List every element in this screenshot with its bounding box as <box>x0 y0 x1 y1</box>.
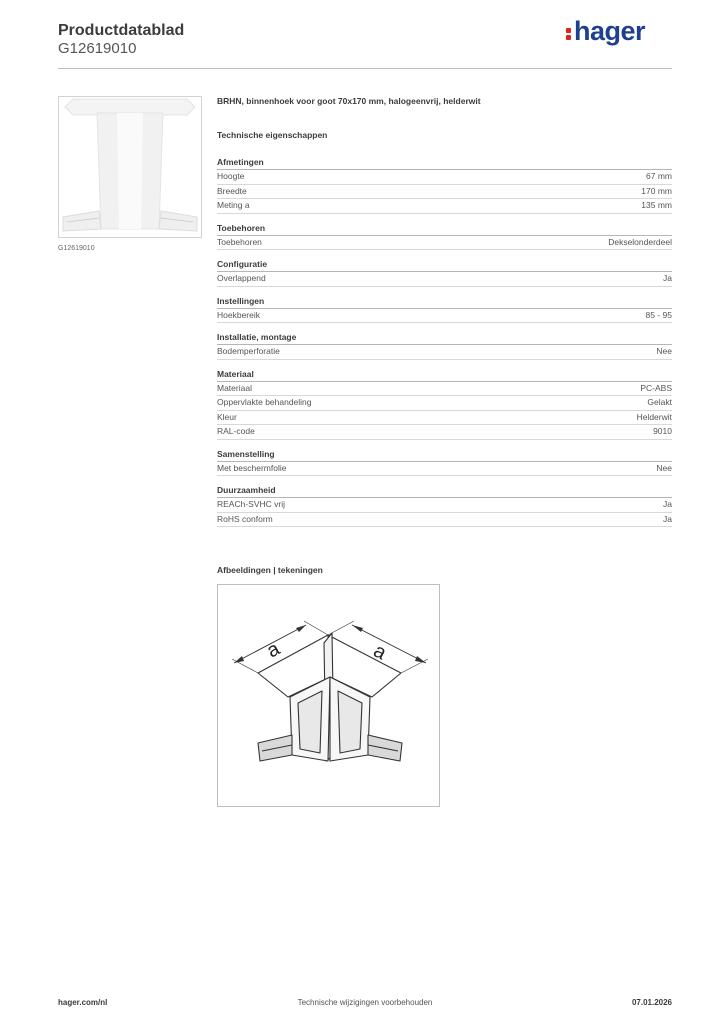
specifications <box>217 96 672 536</box>
spec-value: Nee <box>656 346 672 356</box>
spec-label: Met beschermfolie <box>217 462 287 473</box>
spec-label: Meting a <box>217 200 250 210</box>
logo-dots-icon <box>566 25 572 41</box>
spec-sections <box>217 157 672 527</box>
spec-label: Bodemperforatie <box>217 346 280 356</box>
spec-label: RoHS conform <box>217 513 273 524</box>
spec-row <box>217 498 672 513</box>
spec-label: Oppervlakte behandeling <box>217 397 312 407</box>
spec-value: Ja <box>663 273 672 283</box>
spec-value: 85 - 95 <box>645 309 672 320</box>
technical-drawing <box>217 584 440 807</box>
section-title: Materiaal <box>217 369 672 382</box>
dimension-label-right: a <box>369 639 390 665</box>
spec-label: REACh-SVHC vrij <box>217 499 286 509</box>
spec-section <box>217 157 672 214</box>
spec-label: Kleur <box>217 411 237 422</box>
product-photo <box>58 96 202 238</box>
product-code: G12619010 <box>58 40 137 57</box>
spec-value: 170 mm <box>641 185 672 196</box>
spec-row <box>217 411 672 426</box>
spec-row <box>217 345 672 360</box>
spec-label: Toebehoren <box>217 236 262 247</box>
footer-disclaimer: Technische wijzigingen voorbehouden <box>297 998 433 1007</box>
spec-label: Hoogte <box>217 171 245 181</box>
spec-section <box>217 485 672 527</box>
spec-section <box>217 332 672 360</box>
photo-caption: G12619010 <box>58 245 95 252</box>
spec-value: Ja <box>663 499 672 509</box>
section-title: Installatie, montage <box>217 332 672 345</box>
header-divider <box>58 68 672 69</box>
spec-row <box>217 185 672 200</box>
footer-date: 07.01.2026 <box>631 998 672 1007</box>
product-photo-image <box>59 97 201 237</box>
spec-section <box>217 296 672 324</box>
page-title: Productdatablad <box>58 22 185 39</box>
section-title: Toebehoren <box>217 223 672 236</box>
spec-label: RAL-code <box>217 426 255 436</box>
images-heading: Afbeeldingen | tekeningen <box>217 565 323 575</box>
spec-value: 67 mm <box>646 171 672 181</box>
logo-text: hager <box>574 16 646 46</box>
spec-row <box>217 382 672 397</box>
spec-row <box>217 309 672 324</box>
spec-value: Nee <box>656 462 672 473</box>
spec-row <box>217 462 672 477</box>
spec-row <box>217 170 672 185</box>
section-title: Samenstelling <box>217 449 672 462</box>
spec-value: 135 mm <box>641 200 672 210</box>
spec-value: 9010 <box>653 426 672 436</box>
spec-value: Gelakt <box>647 397 672 407</box>
section-title: Afmetingen <box>217 157 672 170</box>
spec-section <box>217 259 672 287</box>
spec-section <box>217 369 672 440</box>
corner-drawing-image <box>218 585 439 806</box>
spec-section <box>217 449 672 477</box>
section-title: Duurzaamheid <box>217 485 672 498</box>
spec-row <box>217 513 672 528</box>
spec-row <box>217 272 672 287</box>
dimension-label-left: a <box>263 637 284 663</box>
spec-label: Hoekbereik <box>217 309 260 320</box>
product-title: BRHN, binnenhoek voor goot 70x170 mm, halogeenvrij, helderwit <box>217 96 481 106</box>
spec-row <box>217 425 672 440</box>
spec-value: Helderwit <box>636 411 672 422</box>
spec-value: Ja <box>663 513 672 524</box>
spec-label: Materiaal <box>217 382 252 393</box>
spec-label: Breedte <box>217 185 247 196</box>
section-title: Configuratie <box>217 259 672 272</box>
spec-row <box>217 236 672 251</box>
hager-logo <box>566 16 645 47</box>
spec-section <box>217 223 672 251</box>
tech-heading: Technische eigenschappen <box>217 130 328 140</box>
spec-label: Overlappend <box>217 273 266 283</box>
spec-value: Dekselonderdeel <box>608 236 672 247</box>
footer-website-link[interactable]: hager.com/nl <box>58 998 108 1007</box>
section-title: Instellingen <box>217 296 672 309</box>
spec-row <box>217 396 672 411</box>
spec-row <box>217 199 672 214</box>
spec-value: PC-ABS <box>640 382 672 393</box>
